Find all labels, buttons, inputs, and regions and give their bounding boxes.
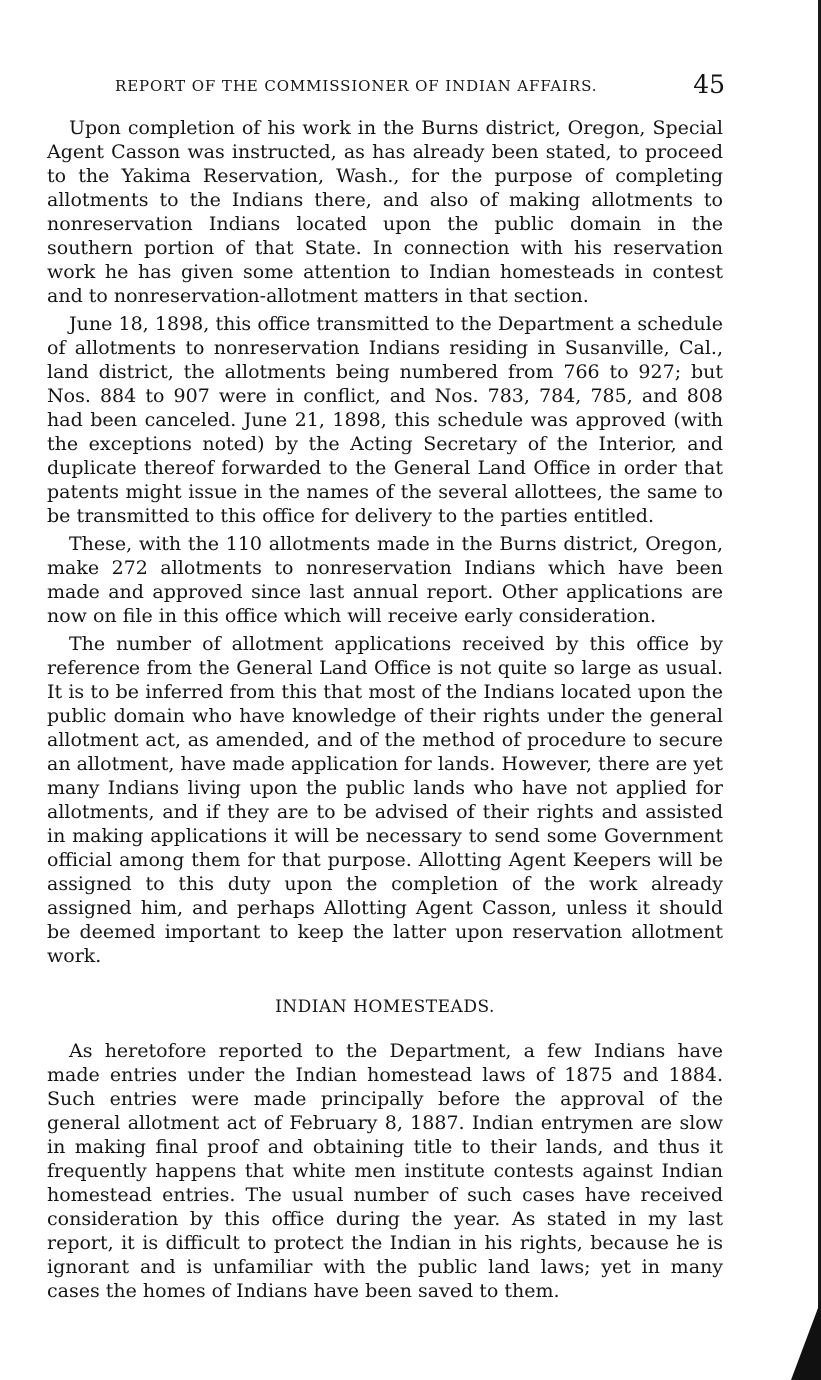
paragraph-allotment-applications: The number of allotment applications received by this office by reference from the General Land Office is not quite so large as usual. It is to be inferred from this that most of the Indians located upon the public domain who have knowledge of their rights under the general allotment act, as amended, and of the method of procedure to secure an allotment, have made application for lands. However, there are yet many Indians living upon the public lands who have not applied for allotments, and if they are to be advised of their rights and assisted in making applications it will be necessary to send some Government official among them for that purpose. Allotting Agent Keepers will be assigned to this duty upon the completion of the work already assigned him, and perhaps Allotting Agent Casson, unless it should be deemed important to keep the latter upon reservation allotment work. bbox=[47, 633, 723, 967]
running-head bbox=[115, 70, 725, 104]
page-body bbox=[47, 116, 723, 1307]
running-title: REPORT OF THE COMMISSIONER OF INDIAN AFFAIRS. bbox=[115, 77, 598, 95]
paragraph-susanville-schedule: June 18, 1898, this office transmitted to the Department a schedule of allotments to nonreservation Indians residing in Susanville, Cal., land district, the allotments being numbered from 766 to 927; but Nos. 884 to 907 were in conflict, and Nos. 783, 784, 785, and 808 had been canceled. June 21, 1898, this schedule was approved (with the exceptions noted) by the Acting Secretary of the Interior, and duplicate thereof forwarded to the General Land Office in order that patents might issue in the names of the several allottees, the same to be transmitted to this office for delivery to the parties entitled. bbox=[47, 313, 723, 527]
page-number: 45 bbox=[693, 70, 725, 99]
page-corner-shadow bbox=[791, 1300, 821, 1380]
paragraph-indian-homesteads: As heretofore reported to the Department, a few Indians have made entries under the Indian homestead laws of 1875 and 1884. Such entries were made principally before the approval of the general allotment act of February 8, 1887. Indian entrymen are slow in making final proof and obtaining title to their lands, and thus it frequently happens that white men institute contests against Indian homestead entries. The usual number of such cases have received consideration by this office during the year. As stated in my last report, it is difficult to protect the Indian in his rights, because he is ignorant and is unfamiliar with the public land laws; yet in many cases the homes of Indians have been saved to them. bbox=[47, 1040, 723, 1302]
paragraph-allotment-totals: These, with the 110 allotments made in the Burns district, Oregon, make 272 allotments to nonreservation Indians which have been made and approved since last annual report. Other applications are now on file in this office which will receive early consideration. bbox=[47, 533, 723, 627]
section-heading-indian-homesteads: INDIAN HOMESTEADS. bbox=[275, 997, 495, 1017]
paragraph-casson-yakima: Upon completion of his work in the Burns district, Oregon, Special Agent Casson was instructed, as has already been stated, to proceed to the Yakima Reservation, Wash., for the purpose of completing allotments to the Indians there, and also of making allotments to nonreservation Indians located upon the public domain in the southern portion of that State. In connection with his reservation work he has given some attention to Indian homesteads in contest and to nonreservation-allotment matters in that section. bbox=[47, 117, 723, 307]
